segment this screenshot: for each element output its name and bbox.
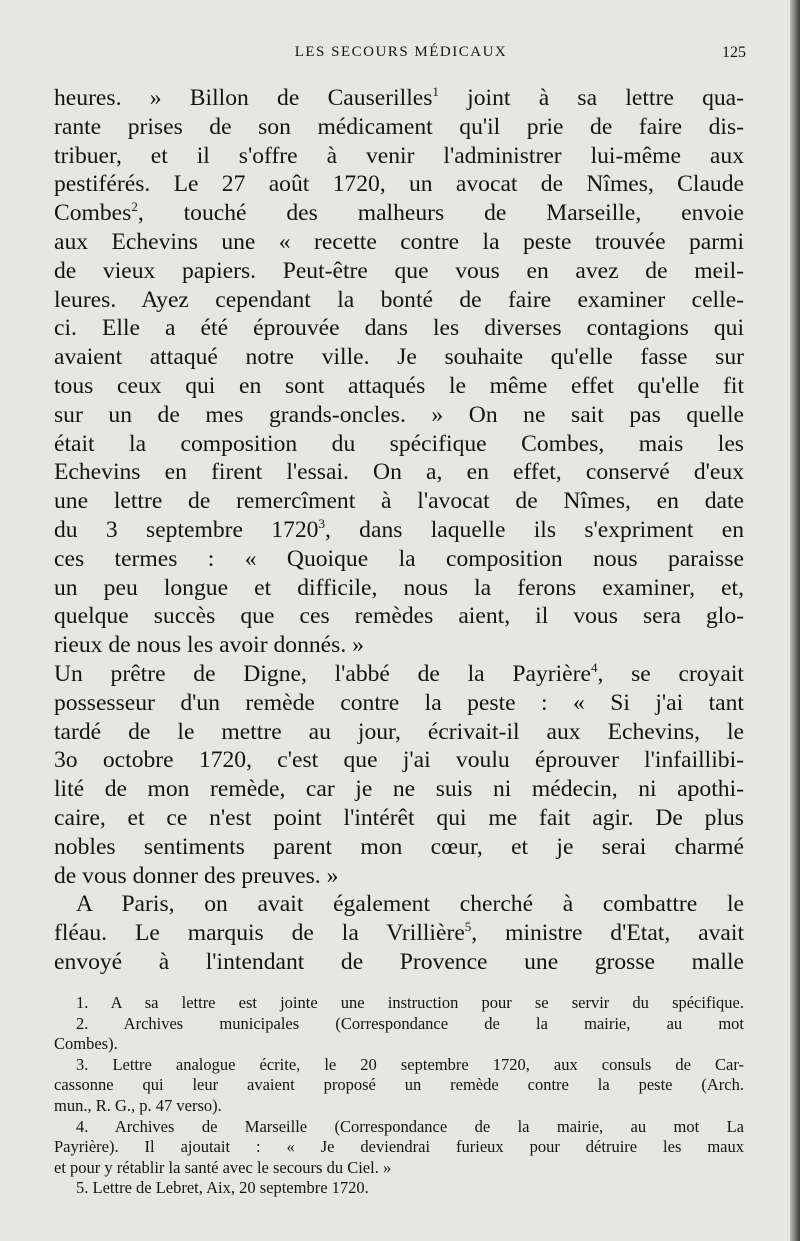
footnotes <box>54 993 744 1199</box>
text-line: lité de mon remède, car je ne suis ni médecin, ni apothi- <box>54 776 744 803</box>
text-line: A Paris, on avait également cherché à combattre le <box>76 891 744 918</box>
footnote-line: Combes). <box>54 1034 118 1054</box>
text-line: était la composition du spécifique Combes, mais les <box>54 430 744 457</box>
text-line: une lettre de remercîment à l'avocat de Nîmes, en date <box>54 488 744 515</box>
text-line: fléau. Le marquis de la Vrillière$^5$, ministre d'Etat, avait <box>54 919 744 947</box>
text-line: Combes$^2$, touché des malheurs de Marseille, envoie <box>54 199 744 227</box>
text-line: nobles sentiments parent mon cœur, et je serai charmé <box>54 833 744 860</box>
footnote-ref: 2 <box>131 199 138 215</box>
text-line: heures. » Billon de Causerilles$^1$ joint à sa lettre qua- <box>54 84 744 111</box>
text-line: tous ceux qui en sont attaqués le même effet qu'elle fit <box>54 372 744 399</box>
page-edge-shadow <box>790 0 800 1241</box>
text-line: tardé de le mettre au jour, écrivait-il aux Echevins, le <box>54 718 744 745</box>
footnote-line: mun., R. G., p. 47 verso). <box>54 1095 222 1115</box>
text-line: avaient attaqué notre ville. Je souhaite qu'elle fasse sur <box>54 344 744 371</box>
text-line: ci. Elle a été éprouvée dans les diverses contagions qui <box>54 315 744 342</box>
text-line: de vieux papiers. Peut-être que vous en avez de meil- <box>54 257 744 284</box>
text-line: pestiférés. Le 27 août 1720, un avocat de Nîmes, Claude <box>54 171 744 198</box>
text-line: du 3 septembre 1720$^3$, dans laquelle ils s'expriment en <box>54 515 744 543</box>
text-line: un peu longue et difficile, nous la ferons examiner, et, <box>54 574 744 601</box>
page-number: 125 <box>722 44 746 61</box>
footnote-ref: 1 <box>432 84 439 99</box>
footnote-line: 2. Archives municipales (Correspondance de la mairie, au mot <box>76 1013 744 1033</box>
text-line: sur un de mes grands-oncles. » On ne sait pas quelle <box>54 401 744 428</box>
text-line: aux Echevins une « recette contre la peste trouvée parmi <box>54 228 744 255</box>
text-line: Un prêtre de Digne, l'abbé de la Payrière$^4$, se croyait <box>54 659 744 687</box>
footnote-line: cassonne qui leur avaient proposé un remède contre la peste (Arch. <box>54 1075 744 1095</box>
text-line: caire, et ce n'est point l'intérêt qui me fait agir. De plus <box>54 804 744 831</box>
text-line: de vous donner des preuves. » <box>54 862 339 889</box>
text-line: rante prises de son médicament qu'il prie de faire dis- <box>54 113 744 140</box>
footnote-line: 4. Archives de Marseille (Correspondance de la mairie, au mot La <box>76 1116 744 1136</box>
footnote-ref: 5 <box>464 919 472 935</box>
text-line: rieux de nous les avoir donnés. » <box>54 632 364 659</box>
text-line: tribuer, et il s'offre à venir l'administrer lui-même aux <box>54 142 744 169</box>
footnote-ref: 3 <box>318 515 325 531</box>
text-line: leures. Ayez cependant la bonté de faire examiner celle- <box>54 286 744 313</box>
footnote-ref: 4 <box>590 659 598 675</box>
footnote-line: et pour y rétablir la santé avec le secours du Ciel. » <box>54 1157 392 1177</box>
text-line: 3o octobre 1720, c'est que j'ai voulu éprouver l'infaillibi- <box>54 747 744 774</box>
text-line: ces termes : « Quoique la composition nous paraisse <box>54 545 744 572</box>
text-line: Echevins en firent l'essai. On a, en effet, conservé d'eux <box>54 459 744 486</box>
body-text <box>54 84 744 977</box>
footnote-line: 1. A sa lettre est jointe une instruction pour se servir du spécifique. <box>76 993 744 1012</box>
footnote-line: 3. Lettre analogue écrite, le 20 septembre 1720, aux consuls de Car- <box>76 1054 744 1074</box>
footnote-line: 5. Lettre de Lebret, Aix, 20 septembre 1720. <box>76 1178 369 1198</box>
text-line: possesseur d'un remède contre la peste : « Si j'ai tant <box>54 689 744 716</box>
running-title: LES SECOURS MÉDICAUX <box>294 44 508 60</box>
text-line: quelque succès que ces remèdes aient, il vous sera glo- <box>54 603 744 630</box>
page-header <box>56 44 746 68</box>
text-line: envoyé à l'intendant de Provence une grosse malle <box>54 948 744 975</box>
footnote-line: Payrière). Il ajoutait : « Je deviendrai furieux pour détruire les maux <box>54 1137 744 1157</box>
